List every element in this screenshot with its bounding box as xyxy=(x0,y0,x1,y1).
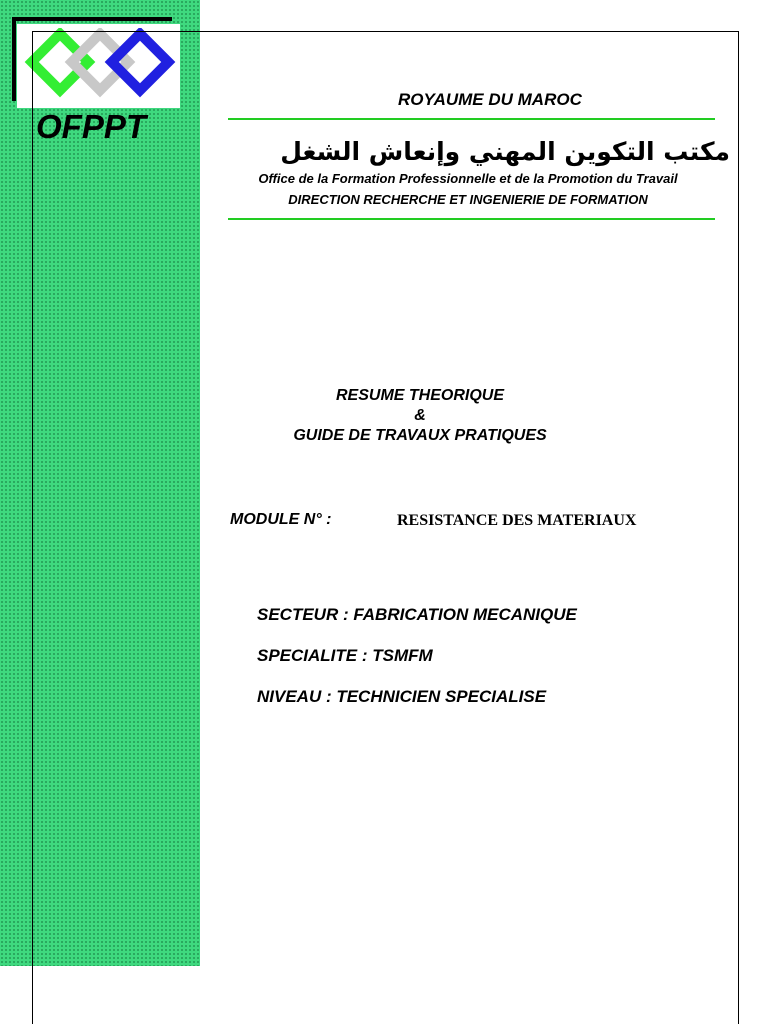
title-line-3: GUIDE DE TRAVAUX PRATIQUES xyxy=(293,427,547,444)
secteur-line: SECTEUR : FABRICATION MECANIQUE xyxy=(257,605,577,624)
specialite-line: SPECIALITE : TSMFM xyxy=(257,646,433,665)
green-rule-top xyxy=(228,118,715,120)
direction-line: DIRECTION RECHERCHE ET INGENIERIE DE FORMATION xyxy=(288,192,648,207)
green-rule-bottom xyxy=(228,218,715,220)
page-frame-top xyxy=(32,31,739,32)
page-frame-left xyxy=(32,31,33,1024)
kingdom-heading: ROYAUME DU MAROC xyxy=(398,90,582,109)
logo-blue-diamond xyxy=(112,34,169,91)
logo-grey-diamond xyxy=(72,34,129,91)
logo-wordmark: OFPPT xyxy=(36,108,147,145)
office-full-name: Office de la Formation Professionnelle et de la Promotion du Travail xyxy=(258,171,678,186)
niveau-line: NIVEAU : TECHNICIEN SPECIALISE xyxy=(257,687,547,706)
title-line-2: & xyxy=(414,407,426,424)
module-label: MODULE N° : xyxy=(230,511,332,528)
module-value: RESISTANCE DES MATERIAUX xyxy=(397,512,637,529)
arabic-office-name: مكتب التكوين المهني وإنعاش الشغل xyxy=(280,137,730,166)
document-title xyxy=(240,386,600,446)
logo-green-diamond xyxy=(32,34,89,91)
ofppt-logo-icon xyxy=(22,28,180,104)
page-frame-right xyxy=(738,31,739,1024)
title-line-1: RESUME THEORIQUE xyxy=(335,387,504,404)
